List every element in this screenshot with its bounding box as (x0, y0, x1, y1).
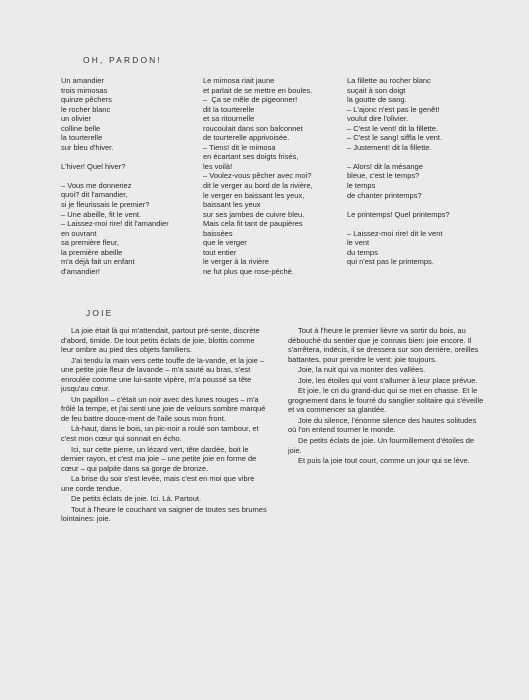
poem-line: – Voulez-vous pêcher avec moi? (203, 171, 312, 181)
poem-column-3 (347, 76, 450, 276)
poem-line: sur ses jambes de cuivre bleu. (203, 209, 305, 219)
poem-line: de tourterelle apprivoisée. (203, 133, 290, 143)
poem-line: – L'ajonc n'est pas le genêt! (347, 104, 440, 114)
poem-line: que le verger (203, 238, 247, 248)
poem-line: voulut dire l'olivier. (347, 114, 409, 124)
prose-paragraph: Joie du silence, l'énorme silence des hautes solitudes où l'on entend tourner le monde. (288, 415, 477, 435)
prose-paragraph: Tout à l'heure le premier lièvre va sortir du bois, au débouché du sentier que je connais bien: joie encore. Il s'arrêtera, indécis, il se dressera sur son derrière, oreilles battantes, pour prendre le vent: joie toujours. (288, 326, 479, 364)
poem-line: sa première fleur, (61, 238, 119, 248)
poem-line: m'a déjà fait un enfant (61, 257, 135, 267)
poem-line: Mais cela fit tant de paupières (203, 219, 303, 229)
poem-line: L'hiver! Quel hiver? (61, 161, 126, 171)
poem-line: du temps (347, 247, 378, 257)
poem-title: OH, PARDON! (83, 55, 162, 65)
poem-line: le vent (347, 238, 370, 248)
poem-line: tout entier (203, 247, 237, 257)
poem-stanza (347, 162, 450, 200)
poem-line: le temps (347, 180, 376, 190)
prose-paragraph: De petits éclats de joie. Un fourmillement d'étoiles de joie. (288, 436, 475, 455)
poem-line: suçait à son doigt (347, 85, 406, 95)
poem-column-1 (61, 76, 169, 286)
poem-line: si je fleurissais le premier? (61, 200, 150, 210)
poem-line: – Laissez-moi rire! dit le vent (347, 228, 443, 238)
prose-column-right (288, 326, 486, 467)
poem-line: ne fut plus que rose-péché. (203, 266, 294, 276)
prose-column-left (61, 326, 267, 525)
poem-line: – Laissez-moi rire! dit l'amandier (61, 219, 169, 229)
poem-line: de chanter printemps? (347, 190, 422, 200)
poem-line: quoi? dit l'amandier, (61, 190, 128, 200)
poem-line: quinze pêchers (61, 95, 112, 105)
poem-line: – Ça se mêle de pigeonner! (203, 95, 298, 105)
poem-line: – C'est le sang! siffla le vent. (347, 133, 443, 143)
poem-line: le verger en baissant les yeux, (203, 190, 305, 200)
poem-line: qui n'est pas le printemps. (347, 257, 434, 267)
poem-line: Le mimosa riait jaune (203, 76, 275, 85)
poem-line: – Alors! dit la mésange (347, 161, 423, 171)
poem-line: trois mimosas (61, 85, 108, 95)
poem-line: bleue, c'est le temps? (347, 171, 420, 181)
poem-line: et parlait de se mettre en boules. (203, 85, 313, 95)
poem-line: colline belle (61, 123, 101, 133)
poem-line: la première abeille (61, 247, 123, 257)
poem-stanza (61, 181, 169, 276)
poem-line: – Une abeille, fit le vent. (61, 209, 142, 219)
poem-line: – C'est le vent! dit la fillette. (347, 123, 439, 133)
poem-line: Un amandier (61, 76, 104, 85)
prose-paragraph: La joie était là qui m'attendait, partout pré-sente, discrète d'abord, timide. De tout petits éclats de joie, blottis comme leur ombre au pied des objets familiers. (61, 326, 260, 355)
poem-stanza (61, 76, 169, 152)
poem-line: la tourterelle (61, 133, 103, 143)
poem-line: en écartant ses doigts frisés, (203, 152, 299, 162)
poem-line: roucoulait dans son balconnet (203, 123, 303, 133)
poem-line: – Tiens! dit le mimosa (203, 142, 276, 152)
poem-line: baissées (203, 228, 233, 238)
poem-column-2 (203, 76, 313, 286)
poem-stanza (347, 229, 450, 267)
poem-line: – Vous me donneriez (61, 180, 132, 190)
prose-paragraph: J'ai tendu la main vers cette touffe de la-vande, et la joie – une petite joie fleur de lavande – m'a sauté au bras, s'est enroulée comme une lui-sante vipère, m'a poussé sa tête jusqu'au cœur. (61, 355, 265, 394)
poem-line: les voilà! (203, 161, 233, 171)
poem-line: le rocher blanc (61, 104, 111, 114)
poem-line: sur bleu d'hiver. (61, 142, 114, 152)
poem-line: la goutte de sang. (347, 95, 407, 105)
poem-line: dit le verger au bord de la rivière, (203, 181, 313, 191)
prose-paragraph: De petits éclats de joie. Ici. Là. Partout. (71, 494, 202, 504)
prose-paragraph: Là-haut, dans le bois, un pic-noir a roulé son tambour, et c'est mon cœur qui sonnait en écho. (61, 424, 259, 444)
poem-line: et sa ritournelle (203, 114, 255, 124)
prose-title: JOIE (86, 308, 114, 318)
prose-paragraph: Et puis la joie tout court, comme un jour qui se lève. (298, 456, 470, 466)
prose-paragraph: Un papillon – c'était un noir avec des lunes rouges – m'a frôlé la tempe, et j'ai senti une joie de velours sombre marqué de feu battre douce-ment de l'aile sous mon front. (61, 394, 266, 423)
poem-line: d'amandier! (61, 266, 100, 276)
poem-line: le verger à la rivière (203, 257, 269, 267)
poem-line: La fillette au rocher blanc (347, 76, 431, 85)
poem-line: un olivier (61, 114, 92, 124)
poem-line: dit la tourterelle (203, 104, 255, 114)
poem-stanza (347, 210, 450, 220)
prose-paragraph: La brise du soir s'est levée, mais c'est en moi que vibre une corde tendue. (61, 474, 255, 493)
poem-line: – Justement! dit la fillette. (347, 142, 432, 152)
prose-paragraph: Et joie, le cri du grand-duc qui se met en chasse. Et le grognement dans le fourré du sanglier solitaire qui s'éveille et va commencer sa glandée. (288, 386, 484, 415)
poem-line: baissant les yeux (203, 200, 261, 210)
prose-paragraph: Joie, les étoiles qui vont s'allumer à leur place prévue. (298, 375, 478, 385)
poem-stanza (203, 76, 313, 276)
poem-line: Le printemps! Quel printemps? (347, 209, 450, 219)
poem-stanza (61, 162, 169, 172)
prose-paragraph: Joie, la nuit qui va monter des vallées. (298, 365, 426, 375)
poem-stanza (347, 76, 450, 152)
prose-paragraph: Tout à l'heure le couchant va saigner de toutes ses brumes lointaines: joie. (61, 504, 267, 524)
prose-paragraph: Ici, sur cette pierre, un lézard vert, tête dardée, boit le dernier rayon, et c'est ma joie – une petite joie en forme de cœur – qui palpite dans sa gorge de bronze. (61, 444, 257, 473)
poem-line: en ouvrant (61, 228, 97, 238)
